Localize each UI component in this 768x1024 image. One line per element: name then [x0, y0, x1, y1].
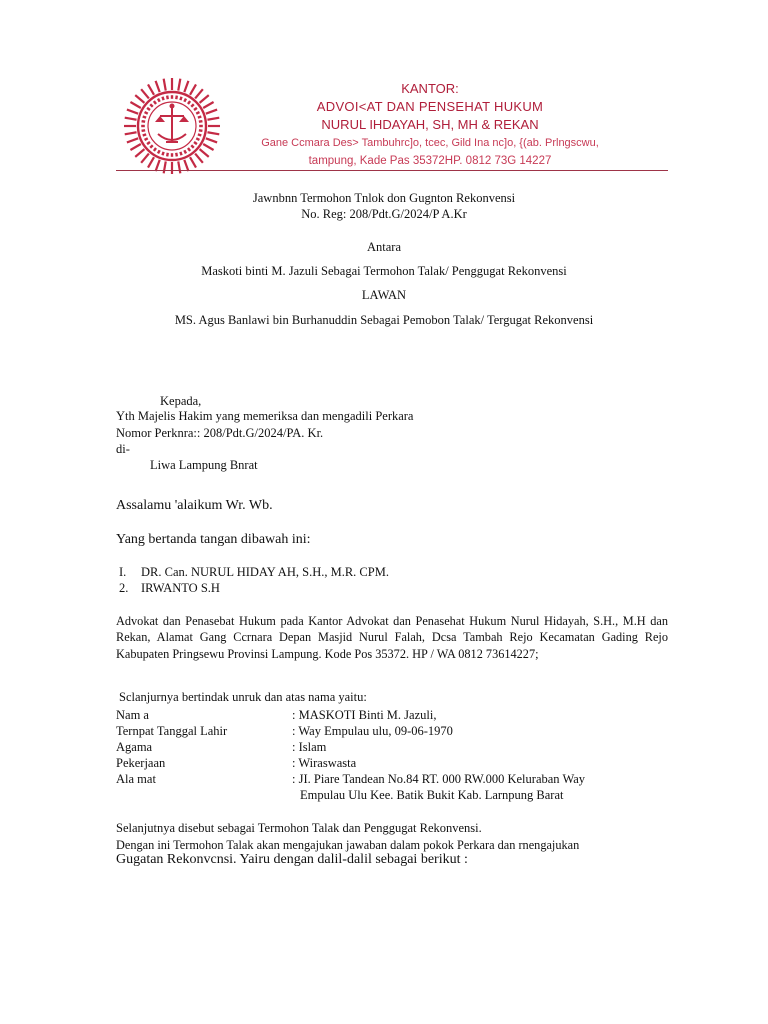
case-number: No. Reg: 208/Pdt.G/2024/P A.Kr	[301, 207, 467, 221]
signatory-number: I.	[119, 565, 127, 579]
client-value-birth: : Way Empulau ulu, 09-06-1970	[292, 724, 453, 738]
acting-for-statement: Sclanjurnya bertindak unruk dan atas nama yaitu:	[119, 690, 367, 704]
kepada-label: Kepada,	[160, 394, 202, 408]
letterhead-partners: NURUL IHDAYAH, SH, MH & REKAN	[321, 117, 539, 132]
letterhead-address-contact: tampung, Kade Pas 35372HP. 0812 73G 14227	[308, 155, 552, 167]
client-value-address-continued: Empulau Ulu Kee. Batik Bukit Kab. Larnpung Barat	[300, 788, 564, 802]
letterhead	[230, 80, 630, 170]
letterhead-address: Gane Ccmara Des> Tambuhrc]o, tcec, Gild Ina nc]o, {(ab. Prlngscwu,	[261, 137, 599, 149]
signatory-name: DR. Can. NURUL HIDAY AH, S.H., M.R. CPM.	[141, 565, 389, 579]
recipient-yth: Yth Majelis Hakim yang memeriksa dan mengadili Perkara	[116, 409, 414, 423]
client-value-address: : JI. Piare Tandean No.84 RT. 000 RW.000 Keluraban Way	[292, 772, 586, 786]
signatory-number: 2.	[119, 581, 129, 595]
client-label-occupation: Pekerjaan	[116, 756, 166, 770]
closing-line: Gugatan Rekonvcnsi. Yairu dengan dalil-dalil sebagai berikut :	[116, 852, 468, 867]
law-firm-seal-logo	[122, 76, 222, 176]
client-value-name: : MASKOTI Binti M. Jazuli,	[292, 708, 437, 722]
antara-label: Antara	[366, 240, 401, 254]
client-label-address: Ala mat	[116, 772, 156, 786]
signatory-name: IRWANTO S.H	[141, 581, 220, 595]
lawan-label: LAWAN	[361, 288, 407, 302]
party-respondent: Maskoti binti M. Jazuli Sebagai Termohon Talak/ Penggugat Rekonvensi	[201, 264, 567, 278]
recipient-di: di-	[116, 442, 130, 456]
advocate-paragraph: Advokat dan Penasebat Hukum pada Kantor Advokat dan Penasehat Hukum Nurul Hidayah, S.H., M.H dan Rekan, Alamat Gang Ccrnara Depan Masjid Nurul Falah, Dcsa Tambah Rejo Kecamatan Gading Rejo Kabupaten Pringsewu Provinsi Lampung. Kode Pos 35372. HP / WA 0812 73614227;	[116, 614, 668, 661]
letterhead-firm-name: ADVOI<AT DAN PENSEHAT HUKUM	[316, 99, 544, 114]
client-label-religion: Agama	[116, 740, 153, 754]
client-label-name: Nam a	[116, 708, 149, 722]
client-value-occupation: : Wiraswasta	[292, 756, 357, 770]
client-label-birth: Ternpat Tanggal Lahir	[116, 724, 228, 738]
intro-statement: Yang bertanda tangan dibawah ini:	[116, 532, 311, 547]
party-petitioner: MS. Agus Banlawi bin Burhanuddin Sebagai Pemobon Talak/ Tergugat Rekonvensi	[174, 313, 594, 327]
greeting: Assalamu 'alaikum Wr. Wb.	[116, 498, 273, 513]
recipient-place: Liwa Lampung Bnrat	[150, 458, 258, 472]
recipient-case-number: Nomor Perknra:: 208/Pdt.G/2024/PA. Kr.	[116, 426, 324, 440]
document-title: Jawnbnn Termohon Tnlok don Gugnton Rekonvensi	[252, 191, 516, 205]
closing-line: Dengan ini Termohon Talak akan mengajukan jawaban dalam pokok Perkara dan rnengajukan	[116, 838, 580, 852]
client-value-religion: : Islam	[292, 740, 327, 754]
letterhead-divider	[116, 170, 668, 171]
closing-line: Selanjutnya disebut sebagai Termohon Talak dan Penggugat Rekonvensi.	[116, 821, 482, 835]
signatory-item	[119, 565, 389, 580]
signatory-item	[119, 581, 220, 596]
letterhead-kantor: KANTOR:	[401, 81, 459, 96]
